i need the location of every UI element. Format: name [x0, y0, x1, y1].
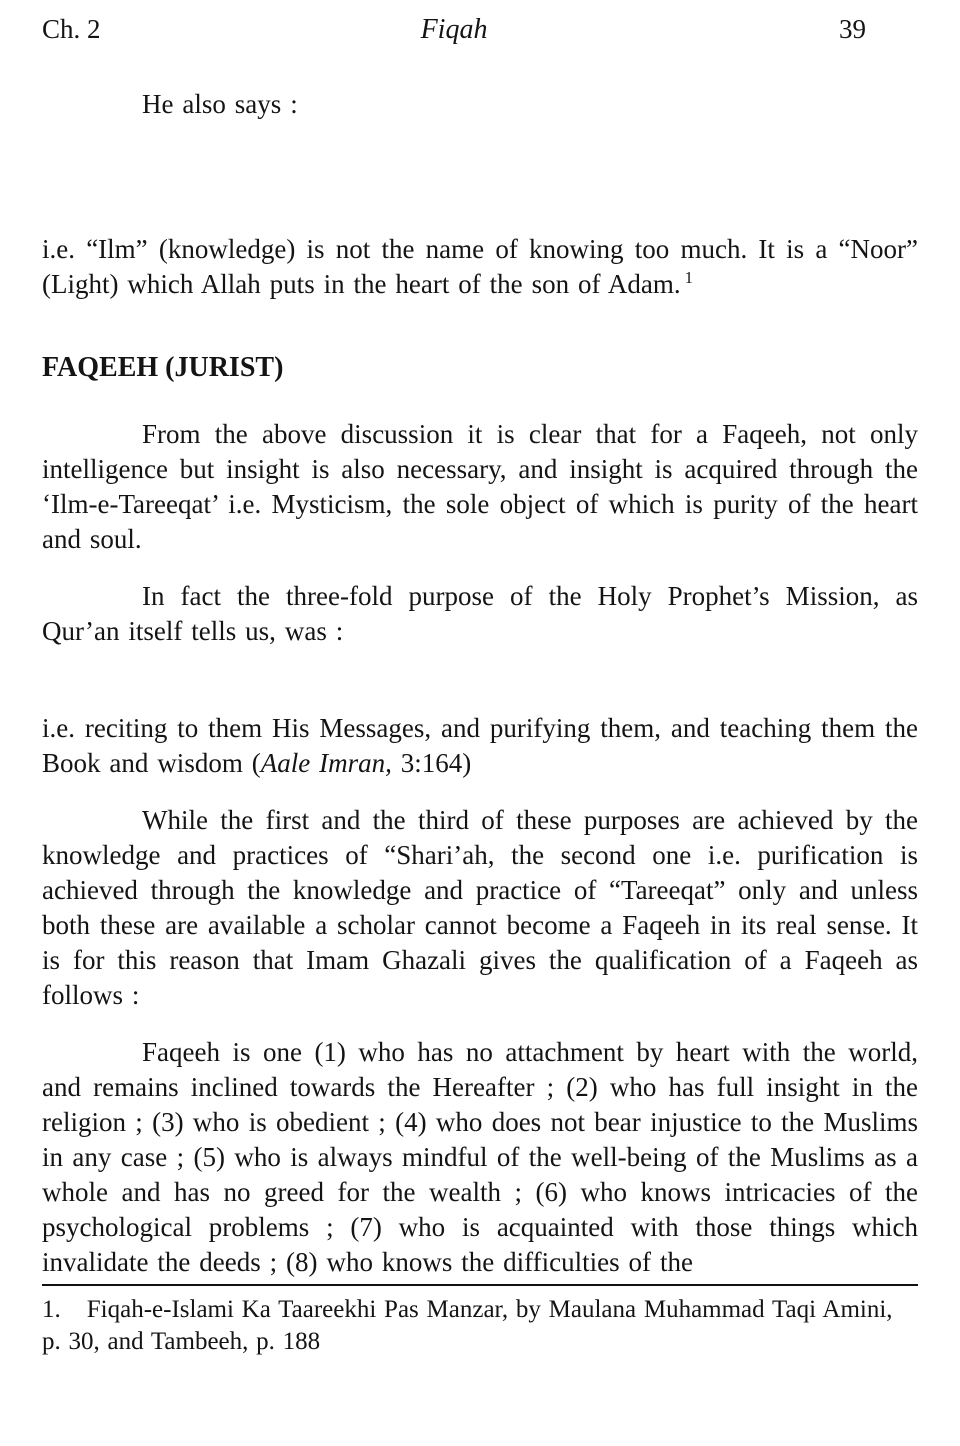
paragraph-he-also-says: He also says : [142, 89, 298, 119]
paragraph-reciting-translation [42, 711, 918, 781]
paragraph-faqeeh-discussion: From the above discussion it is clear that for a Faqeeh, not only intelligence but insight is also necessary, and insight is acquired through the ‘Ilm-e-Tareeqat’ i.e. Mysticism, the sole object of which is purity of the heart and soul. [42, 419, 918, 554]
footnote-marker: 1. [42, 1296, 61, 1323]
footnote [42, 1294, 918, 1358]
blank-space-quote-1 [42, 122, 918, 232]
footnote-text: Fiqah-e-Islami Ka Taareekhi Pas Manzar, by Maulana Muhammad Taqi Amini, p. 30, and Tambeeh, p. 188 [42, 1296, 893, 1355]
chapter-label: Ch. 2 [42, 14, 101, 44]
reciting-citation-italic: Aale Imran, [260, 748, 392, 778]
reciting-text-pre: i.e. reciting to them His Messages, and purifying them, and teaching them the Book and wisdom ( [42, 713, 918, 778]
paragraph-faqeeh-qualifications: Faqeeh is one (1) who has no attachment by heart with the world, and remains inclined towards the Hereafter ; (2) who has full insight in the religion ; (3) who is obedient ; (4) who does not bear injustice to the Muslims in any case ; (5) who is always mindful of the well-being of the Muslims as a whole and has no greed for the wealth ; (6) who knows intricacies of the psychological problems ; (7) who is acquainted with those things which invalidate the deeds ; (8) who knows the difficulties of the [42, 1037, 918, 1277]
paragraph-while-purposes: While the first and the third of these purposes are achieved by the knowledge and practices of “Shari’ah, the second one i.e. purification is achieved through the knowledge and practice of “Tareeqat” only and unless both these are available a scholar cannot become a Faqeeh in its real sense. It is for this reason that Imam Ghazali gives the qualification of a Faqeeh as follows : [42, 805, 918, 1010]
footnote-reference-1: 1 [684, 268, 694, 287]
page-header [42, 12, 918, 47]
page-number: 39 [839, 14, 867, 44]
paragraph-ilm-translation [42, 232, 918, 302]
section-heading-faqeeh-jurist: FAQEEH (JURIST) [42, 352, 284, 383]
footnote-separator-rule [42, 1284, 918, 1286]
blank-space-quote-2 [42, 649, 918, 711]
reciting-text-post: 3:164) [391, 748, 472, 778]
paragraph-three-fold-purpose: In fact the three-fold purpose of the Holy Prophet’s Mission, as Qur’an itself tells us, was : [42, 581, 918, 646]
ilm-translation-text: i.e. “Ilm” (knowledge) is not the name of knowing too much. It is a “Noor” (Light) which Allah puts in the heart of the son of Adam. [42, 234, 918, 299]
running-title: Fiqah [420, 14, 488, 45]
